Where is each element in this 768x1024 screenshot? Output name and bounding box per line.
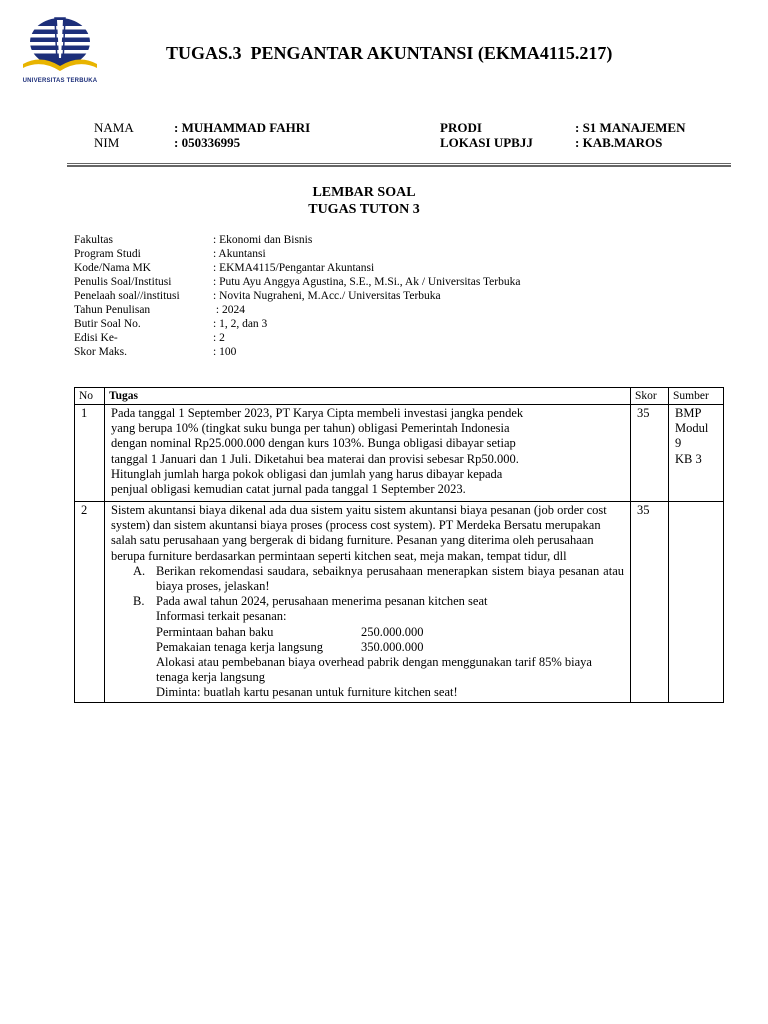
sheet-subheading: TUGAS TUTON 3 [308, 202, 420, 217]
list-item-b [133, 594, 624, 609]
text-line: Pada tanggal 1 September 2023, PT Karya Cipta membeli investasi jangka pendek [111, 406, 524, 420]
nim-row [94, 135, 310, 150]
question-source [669, 405, 724, 502]
cost-item [156, 625, 624, 640]
meta-label: Fakultas [74, 234, 113, 246]
nama-value: : MUHAMMAD FAHRI [174, 120, 311, 135]
text-paragraph: salah satu perusahaan yang bergerak di bidang furniture. Pesanan yang diterima oleh perusahaan [111, 533, 594, 548]
info-label: Informasi terkait pesanan: [156, 609, 287, 624]
question-score: 35 [631, 405, 669, 502]
question-source [669, 502, 724, 703]
table-header-row [75, 388, 724, 405]
meta-value: : EKMA4115/Pengantar Akuntansi [213, 262, 375, 274]
question-text [105, 502, 631, 703]
meta-row [74, 317, 520, 331]
meta-value: : 2 [213, 332, 225, 344]
university-logo [17, 14, 103, 86]
meta-label: Edisi Ke- [74, 332, 118, 344]
text-line: dengan nominal Rp25.000.000 dengan kurs 103%. Bunga obligasi dibayar setiap [111, 436, 516, 451]
list-text: Berikan rekomendasi saudara, sebaiknya perusahaan menerapkan sistem biaya pesanan atau biaya proses, jelaskan! [156, 563, 624, 594]
sheet-heading: LEMBAR SOAL [312, 185, 416, 200]
cost-item [156, 640, 624, 655]
lokasi-row [440, 135, 686, 150]
question-score: 35 [631, 502, 669, 703]
cost-label: Pemakaian tenaga kerja langsung [156, 639, 323, 654]
meta-label: Penelaah soal//institusi [74, 290, 180, 302]
meta-value: : 100 [213, 346, 237, 358]
instruction-text: Diminta: buatlah kartu pesanan untuk furniture kitchen seat! [156, 685, 458, 700]
header-sumber: Sumber [669, 388, 724, 405]
text-line: yang berupa 10% (tingkat suku bunga per tahun) obligasi Pemerintah Indonesia [111, 421, 510, 436]
table-row [75, 405, 724, 502]
question-number: 2 [75, 502, 105, 703]
source-line: Modul [675, 421, 709, 436]
header-skor: Skor [631, 388, 669, 405]
meta-row [74, 275, 520, 289]
meta-row [74, 289, 520, 303]
meta-row [74, 345, 520, 359]
meta-value: : Novita Nugraheni, M.Acc./ Universitas Terbuka [213, 290, 441, 302]
lokasi-value: : KAB.MAROS [575, 135, 663, 150]
meta-value: : Akuntansi [213, 248, 266, 260]
question-text [105, 405, 631, 502]
ut-emblem-icon [17, 14, 103, 76]
prodi-row [440, 120, 686, 135]
text-paragraph: berupa furniture berdasarkan permintaan seperti kitchen seat, meja makan, tempat tidur, dll [111, 548, 567, 563]
question-table [74, 387, 724, 703]
meta-row [74, 233, 520, 247]
table-row [75, 502, 724, 703]
university-name: UNIVERSITAS TERBUKA [22, 78, 98, 84]
meta-label: Kode/Nama MK [74, 262, 151, 274]
meta-label: Skor Maks. [74, 346, 128, 358]
meta-value: : 1, 2, dan 3 [213, 318, 268, 330]
meta-value: : Ekonomi dan Bisnis [213, 234, 313, 246]
overhead-text: tenaga kerja langsung [156, 670, 265, 685]
text-paragraph: system) dan sistem akuntansi biaya proses (process cost system). PT Merdeka Bersatu merupakan [111, 518, 601, 533]
question-number: 1 [75, 405, 105, 502]
source-line: KB 3 [675, 451, 702, 466]
header-tugas: Tugas [105, 388, 631, 405]
text-line: penjual obligasi kemudian catat jurnal pada tanggal 1 September 2023. [111, 482, 466, 497]
overhead-text: Alokasi atau pembebanan biaya overhead pabrik dengan menggunakan tarif 85% biaya [156, 655, 592, 670]
student-identity [94, 120, 310, 150]
meta-row [74, 331, 520, 345]
text-line: tanggal 1 Januari dan 1 Juli. Diketahui bea materai dan provisi sebesar Rp50.000. [111, 451, 519, 466]
nama-row [94, 120, 310, 135]
meta-label: Tahun Penulisan [74, 304, 151, 316]
header-divider [67, 163, 731, 167]
header-no: No [75, 388, 105, 405]
prodi-value: : S1 MANAJEMEN [575, 120, 686, 135]
source-line: BMP [675, 406, 702, 420]
text-line: Hitunglah jumlah harga pokok obligasi dan jumlah yang harus dibayar kepada [111, 466, 503, 481]
list-marker: A. [133, 563, 146, 578]
meta-row [74, 247, 520, 261]
cost-value: 250.000.000 [361, 624, 424, 639]
meta-value: : Putu Ayu Anggya Agustina, S.E., M.Si., Ak / Universitas Terbuka [213, 276, 521, 288]
text-paragraph: Sistem akuntansi biaya dikenal ada dua sistem yaitu sistem akuntansi biaya pesanan (job order cost [111, 503, 607, 517]
nim-value: : 050336995 [174, 135, 241, 150]
nama-label: NAMA [94, 120, 134, 135]
meta-row [74, 261, 520, 275]
list-marker: B. [133, 594, 145, 609]
meta-label: Penulis Soal/Institusi [74, 276, 172, 288]
meta-row [74, 303, 520, 317]
prodi-label: PRODI [440, 120, 482, 135]
program-identity [440, 120, 686, 150]
document-title: TUGAS.3 PENGANTAR AKUNTANSI (EKMA4115.217) [166, 43, 613, 63]
nim-label: NIM [94, 135, 120, 150]
source-line: 9 [675, 436, 682, 451]
list-text: Pada awal tahun 2024, perusahaan menerima pesanan kitchen seat [156, 594, 488, 609]
meta-value: : 2024 [213, 304, 245, 316]
lokasi-label: LOKASI UPBJJ [440, 135, 533, 150]
cost-value: 350.000.000 [361, 639, 424, 654]
meta-label: Program Studi [74, 248, 141, 260]
course-metadata [74, 233, 520, 359]
meta-label: Butir Soal No. [74, 318, 141, 330]
list-item-a [133, 564, 624, 594]
cost-label: Permintaan bahan baku [156, 624, 274, 639]
